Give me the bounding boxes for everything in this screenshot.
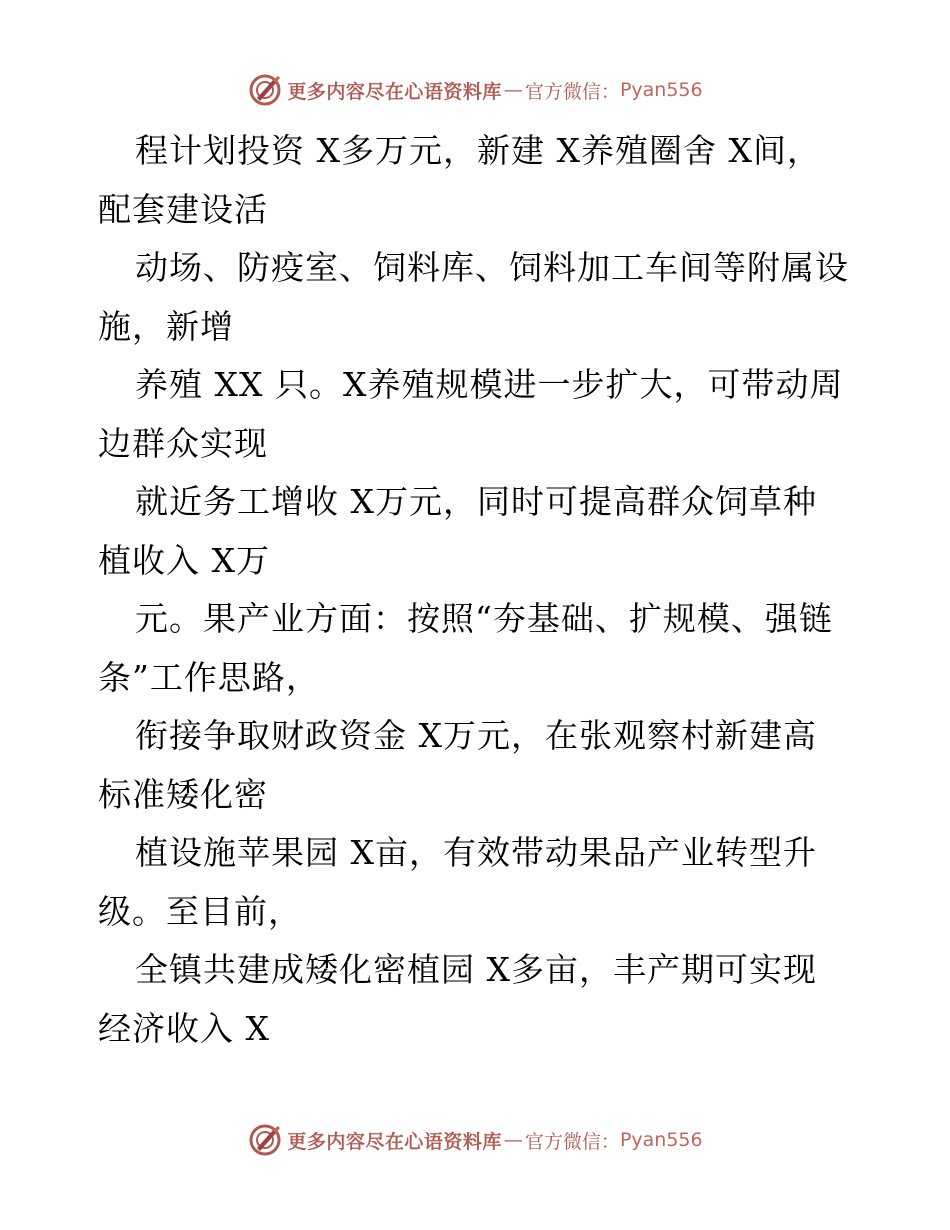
banner-wechat-label: 官方微信： bbox=[524, 80, 620, 103]
text-line: 植设施苹果园 X亩，有效带动果品产业转型升 bbox=[135, 833, 817, 872]
text-line: 级。至目前， bbox=[98, 891, 302, 931]
text-line: 条”工作思路， bbox=[98, 657, 320, 697]
text-line: 标准矮化密 bbox=[98, 774, 268, 814]
footer-banner bbox=[0, 1120, 950, 1160]
text-line: 衔接争取财政资金 X万元，在张观察村新建高 bbox=[135, 716, 817, 755]
banner-separator: — bbox=[503, 79, 523, 101]
banner-wechat-label: 官方微信： bbox=[524, 1130, 620, 1153]
text-line: 程计划投资 X多万元，新建 X养殖圈舍 X间， bbox=[135, 131, 821, 170]
text-line: 养殖 XX 只。X养殖规模进一步扩大，可带动周 bbox=[135, 365, 844, 404]
brand-logo-icon bbox=[247, 1122, 283, 1158]
header-banner bbox=[0, 70, 950, 110]
banner-site-name: 更多内容尽在心语资料库 bbox=[287, 1130, 502, 1153]
banner-wechat-id: Pyan556 bbox=[619, 1129, 703, 1151]
text-line: 配套建设活 bbox=[98, 189, 268, 229]
text-line: 就近务工增收 X万元，同时可提高群众饲草种 bbox=[135, 482, 817, 521]
text-line: 施，新增 bbox=[98, 306, 234, 346]
document-body bbox=[98, 122, 858, 1058]
text-line: 经济收入 X bbox=[98, 1008, 270, 1048]
text-line: 元。果产业方面：按照“夯基础、扩规模、强链 bbox=[135, 599, 833, 638]
text-line: 动场、防疫室、饲料库、饲料加工车间等附属设 bbox=[135, 248, 849, 287]
text-line: 边群众实现 bbox=[98, 423, 268, 463]
banner-site-name: 更多内容尽在心语资料库 bbox=[287, 80, 502, 103]
brand-logo-icon bbox=[247, 72, 283, 108]
banner-wechat-id: Pyan556 bbox=[619, 79, 703, 101]
text-line: 植收入 X万 bbox=[98, 540, 270, 580]
banner-separator: — bbox=[503, 1129, 523, 1151]
text-line: 全镇共建成矮化密植园 X多亩，丰产期可实现 bbox=[135, 950, 817, 989]
